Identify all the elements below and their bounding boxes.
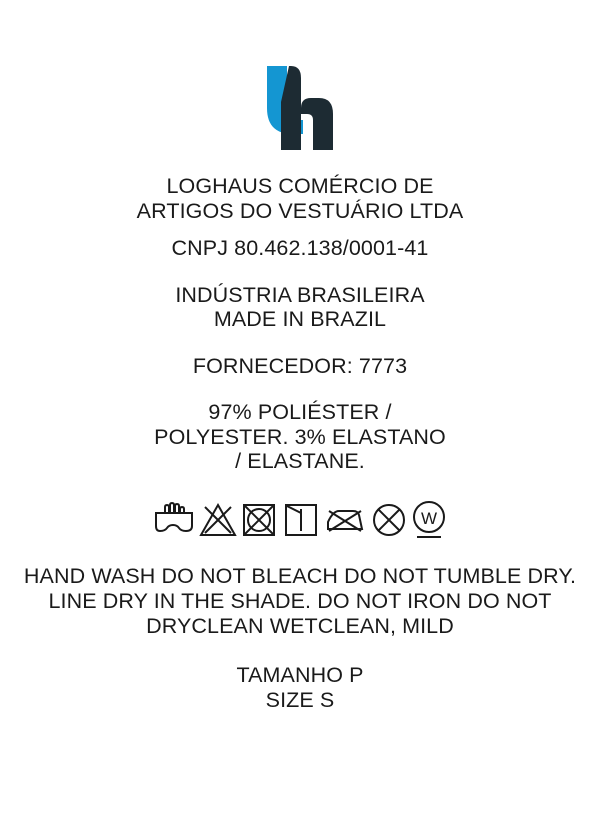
size-pt: TAMANHO P [236, 662, 364, 687]
supplier-line: FORNECEDOR: 7773 [192, 353, 408, 378]
company-name: LOGHAUS COMÉRCIO DE ARTIGOS DO VESTUÁRIO LTDA [136, 174, 464, 223]
hand-wash-symbol [152, 501, 196, 539]
svg-text:W: W [420, 508, 438, 528]
cnpj-line: CNPJ 80.462.138/0001-41 [171, 236, 429, 260]
size-block [236, 663, 363, 713]
size-en: SIZE S [265, 688, 335, 713]
line-dry-in-shade-symbol [282, 501, 322, 539]
origin-pt: INDÚSTRIA BRASILEIRA [175, 282, 425, 307]
do-not-bleach-symbol [198, 501, 238, 539]
do-not-dryclean-symbol [370, 501, 408, 539]
wetclean-mild-symbol [410, 498, 448, 542]
loghaus-h-logo-icon [259, 62, 341, 154]
care-symbols-row [152, 498, 448, 542]
care-instructions: HAND WASH DO NOT BLEACH DO NOT TUMBLE DRY. LINE DRY IN THE SHADE. DO NOT IRON DO NOT DRYCLEAN WETCLEAN, MILD [23, 563, 577, 638]
origin-block [175, 283, 424, 332]
do-not-iron-symbol [324, 501, 368, 539]
origin-en: MADE IN BRAZIL [213, 307, 387, 331]
do-not-tumble-dry-symbol [240, 501, 280, 539]
composition-line: 97% POLIÉSTER / POLYESTER. 3% ELASTANO / ELASTANE. [154, 400, 446, 473]
